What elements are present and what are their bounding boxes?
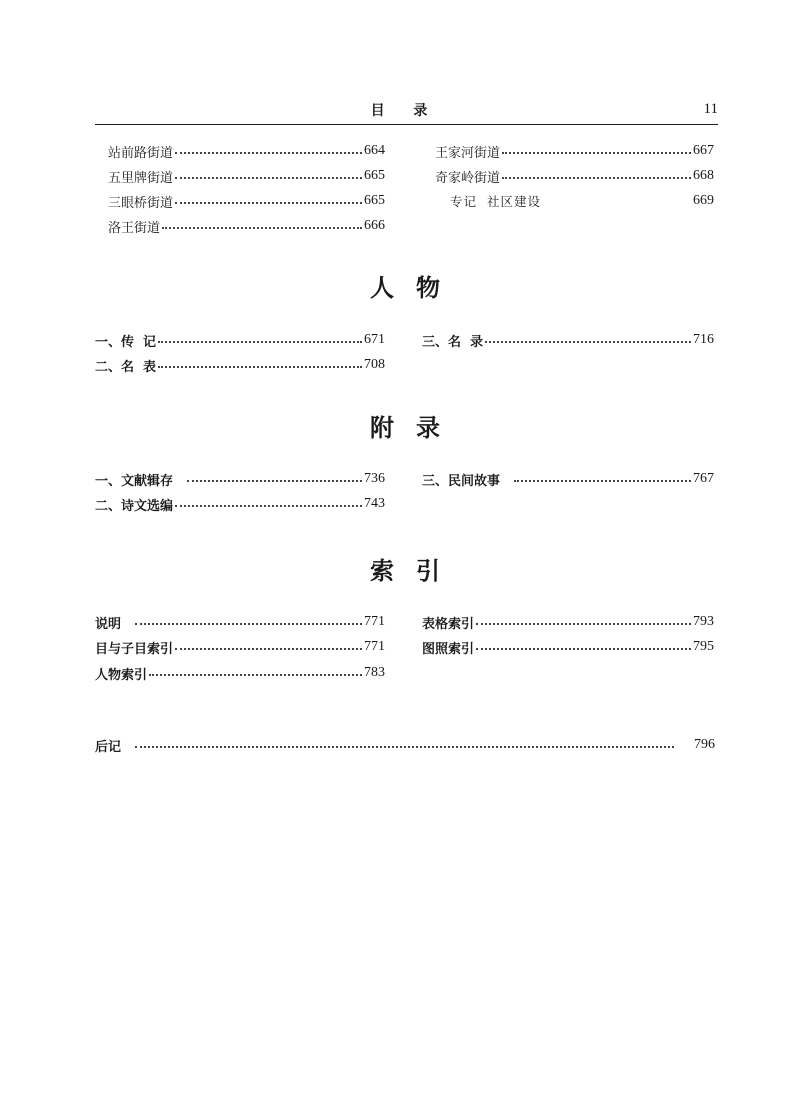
section-title: 索引 xyxy=(370,557,462,585)
toc-entry[interactable] xyxy=(95,469,385,489)
toc-entry-page: 716 xyxy=(693,332,714,347)
toc-entry[interactable] xyxy=(450,191,714,211)
toc-entry-label: 一、传 记 xyxy=(95,334,157,350)
toc-entry[interactable] xyxy=(422,637,714,657)
toc-entry-page: 665 xyxy=(364,193,385,208)
toc-entry-page: 669 xyxy=(693,193,714,208)
dot-leader xyxy=(187,480,362,482)
dot-leader xyxy=(476,623,691,625)
toc-entry-label: 二、诗文选编 xyxy=(95,498,174,514)
toc-entry[interactable] xyxy=(435,166,714,186)
toc-entry-label: 五里牌街道 xyxy=(108,170,174,186)
dot-leader xyxy=(175,505,362,507)
toc-entry-page: 666 xyxy=(364,218,385,233)
dot-leader xyxy=(158,341,362,343)
toc-entry-page: 708 xyxy=(364,357,385,372)
dot-leader xyxy=(476,648,691,650)
dot-leader xyxy=(502,152,691,154)
toc-entry[interactable] xyxy=(95,637,385,657)
toc-entry[interactable] xyxy=(108,191,385,211)
toc-entry[interactable] xyxy=(95,330,385,350)
toc-entry-label: 二、名 表 xyxy=(95,359,157,375)
toc-entry-label: 三、名 录 xyxy=(422,334,484,350)
toc-entry[interactable] xyxy=(108,141,385,161)
dot-leader xyxy=(514,480,691,482)
dot-leader xyxy=(175,177,362,179)
toc-entry-label: 站前路街道 xyxy=(108,145,174,161)
toc-entry-page: 668 xyxy=(693,168,714,183)
toc-entry[interactable] xyxy=(95,494,385,514)
dot-leader xyxy=(158,366,362,368)
dot-leader xyxy=(175,648,362,650)
toc-entry[interactable] xyxy=(108,166,385,186)
toc-entry-label: 后记 xyxy=(95,739,122,755)
dot-leader xyxy=(149,674,362,676)
dot-leader xyxy=(135,746,674,748)
dot-leader xyxy=(175,202,362,204)
section-title: 人物 xyxy=(370,274,462,302)
toc-entry-page: 795 xyxy=(693,639,714,654)
toc-entry-page: 793 xyxy=(693,614,714,629)
toc-entry-page: 767 xyxy=(693,471,714,486)
toc-entry-label: 三、民间故事 xyxy=(422,473,501,489)
dot-leader xyxy=(135,623,362,625)
section-title: 附录 xyxy=(370,414,462,442)
toc-entry-label: 一、文献辑存 xyxy=(95,473,174,489)
toc-entry-page: 771 xyxy=(364,614,385,629)
toc-entry-label: 图照索引 xyxy=(422,641,475,657)
toc-entry-page: 664 xyxy=(364,143,385,158)
toc-entry-page: 743 xyxy=(364,496,385,511)
toc-entry-page: 771 xyxy=(364,639,385,654)
dot-leader xyxy=(162,227,362,229)
toc-entry-label: 三眼桥街道 xyxy=(108,195,174,211)
page-header-title: 目 录 xyxy=(370,103,440,119)
toc-entry-page: 783 xyxy=(364,665,385,680)
toc-entry-label: 洛王街道 xyxy=(108,220,161,236)
toc-entry[interactable] xyxy=(95,612,385,632)
toc-entry[interactable] xyxy=(95,355,385,375)
toc-entry-page: 796 xyxy=(694,737,715,752)
toc-entry-label: 表格索引 xyxy=(422,616,475,632)
toc-entry-page: 667 xyxy=(693,143,714,158)
toc-entry-label: 专记 社区建设 xyxy=(450,194,541,209)
page-number: 11 xyxy=(703,101,718,117)
header-divider xyxy=(95,124,718,125)
toc-entry[interactable] xyxy=(422,469,714,489)
toc-entry[interactable] xyxy=(108,216,385,236)
toc-entry-page: 671 xyxy=(364,332,385,347)
dot-leader xyxy=(543,202,691,204)
toc-entry[interactable] xyxy=(95,663,385,683)
toc-entry[interactable] xyxy=(435,141,714,161)
dot-leader xyxy=(175,152,362,154)
toc-entry-page: 736 xyxy=(364,471,385,486)
toc-entry[interactable] xyxy=(422,330,714,350)
toc-entry-label: 人物索引 xyxy=(95,667,148,683)
toc-entry[interactable] xyxy=(422,612,714,632)
toc-entry-label: 目与子目索引 xyxy=(95,641,174,657)
toc-entry-label: 说明 xyxy=(95,616,122,632)
toc-entry-label: 王家河街道 xyxy=(435,145,501,161)
toc-entry-page: 665 xyxy=(364,168,385,183)
dot-leader xyxy=(485,341,691,343)
toc-entry-label: 奇家岭街道 xyxy=(435,170,501,186)
dot-leader xyxy=(502,177,691,179)
toc-entry-afterword[interactable] xyxy=(95,735,715,755)
